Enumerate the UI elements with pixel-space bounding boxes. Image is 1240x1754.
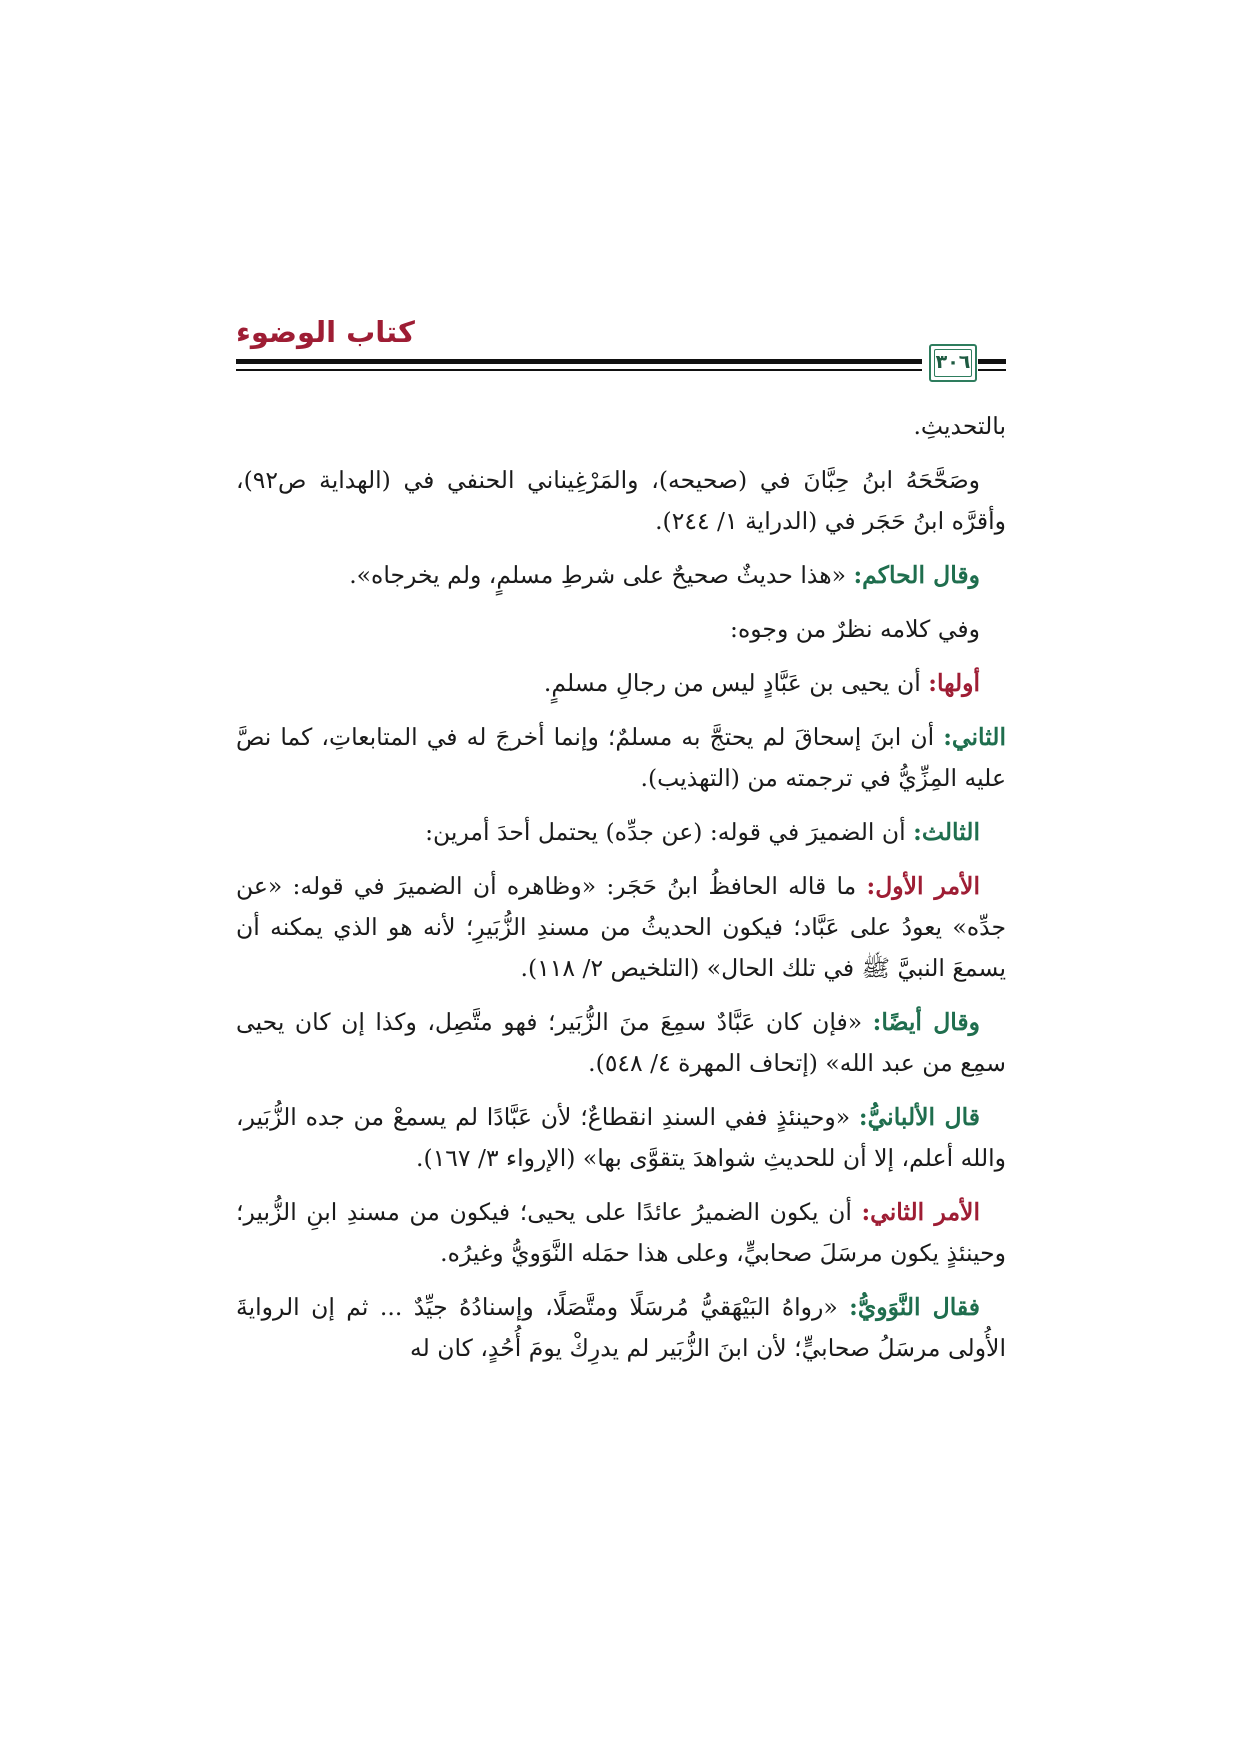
paragraph-text: ما قاله الحافظُ ابنُ حَجَر: «وظاهره أن الضميرَ في قوله: «عن جدِّه» يعودُ على عَبَّاد؛ فيكون الحديثُ من مسندِ الزُّبَيرِ؛ لأنه هو الذي يمكنه أن يسمعَ النبيَّ ﷺ في تلك الحال» (التلخيص ٢/ ١١٨). [236, 872, 1006, 982]
paragraph-lead: الثاني: [943, 723, 1006, 751]
paragraph [236, 406, 1006, 447]
chapter-title: كتاب الوضوء [236, 315, 415, 349]
paragraph-text: أن يكون الضميرُ عائدًا على يحيى؛ فيكون من مسندِ ابنِ الزُّبير؛ وحينئذٍ يكون مرسَلَ صحابيٍّ، وعلى هذا حمَله النَّوَويُّ وغيرُه. [236, 1198, 1006, 1267]
paragraph [236, 460, 1006, 542]
paragraph-lead: الأمر الثاني: [861, 1198, 980, 1226]
paragraph [236, 555, 1006, 596]
header-rule-thick [236, 359, 922, 364]
paragraph-text: «وحينئذٍ ففي السندِ انقطاعٌ؛ لأن عَبَّادًا لم يسمعْ من جده الزُّبَير، والله أعلم، إلا أن للحديثِ شواهدَ يتقوَّى بها» (الإرواء ٣/ ١٦٧). [236, 1103, 1006, 1172]
paragraph [236, 1002, 1006, 1084]
paragraph [236, 609, 1006, 650]
page-header [236, 313, 1006, 383]
paragraph [236, 866, 1006, 989]
paragraph-text: «فإن كان عَبَّادٌ سمِعَ منَ الزُّبَير؛ فهو متَّصِل، وكذا إن كان يحيى سمِع من عبد الله» (إتحاف المهرة ٤/ ٥٤٨). [236, 1008, 1006, 1077]
paragraph-text: بالتحديثِ. [913, 412, 1006, 440]
paragraph [236, 1097, 1006, 1179]
paragraph-text: «هذا حديثٌ صحيحٌ على شرطِ مسلمٍ، ولم يخرجاه». [349, 561, 846, 589]
paragraph-lead: وقال أيضًا: [872, 1008, 981, 1036]
header-rule-thin [236, 369, 922, 371]
paragraph-text: «رواهُ البَيْهَقيُّ مُرسَلًا ومتَّصَلًا، وإسنادُهُ جيِّدٌ ... ثم إن الروايةَ الأُولى مرسَلُ صحابيٍّ؛ لأن ابنَ الزُّبَير لم يدرِكْ يومَ أُحُدٍ، كان له [236, 1293, 1006, 1362]
paragraph [236, 1287, 1006, 1369]
paragraph [236, 663, 1006, 704]
page-number: ٣٠٦ [935, 351, 971, 373]
paragraph-text: أن يحيى بن عَبَّادٍ ليس من رجالِ مسلمٍ. [543, 669, 921, 697]
paragraph [236, 717, 1006, 799]
paragraph [236, 1192, 1006, 1274]
paragraph [236, 812, 1006, 853]
page-body [236, 406, 1006, 1382]
paragraph-text: وصَحَّحَهُ ابنُ حِبَّانَ في (صحيحه)، والمَرْغِيناني الحنفي في (الهداية ص٩٢)، وأقرَّه ابنُ حَجَر في (الدراية ١/ ٢٤٤). [236, 466, 1006, 535]
paragraph-lead: فقال النَّوَويُّ: [849, 1293, 980, 1321]
header-rule-thick-right [978, 359, 1006, 364]
paragraph-lead: الثالث: [913, 818, 980, 846]
paragraph-lead: أولها: [928, 669, 980, 697]
page-number-badge [929, 344, 977, 382]
paragraph-text: أن الضميرَ في قوله: (عن جدِّه) يحتمل أحدَ أمرين: [425, 818, 906, 846]
paragraph-lead: الأمر الأول: [866, 872, 980, 900]
header-rule-thin-right [978, 369, 1006, 371]
paragraph-lead: وقال الحاكم: [853, 561, 980, 589]
paragraph-text: أن ابنَ إسحاقَ لم يحتجَّ به مسلمٌ؛ وإنما أخرجَ له في المتابعاتِ، كما نصَّ عليه المِزِّيُّ في ترجمته من (التهذيب). [236, 723, 1006, 792]
paragraph-text: وفي كلامه نظرٌ من وجوه: [730, 615, 980, 643]
paragraph-lead: قال الألبانيُّ: [858, 1103, 980, 1131]
